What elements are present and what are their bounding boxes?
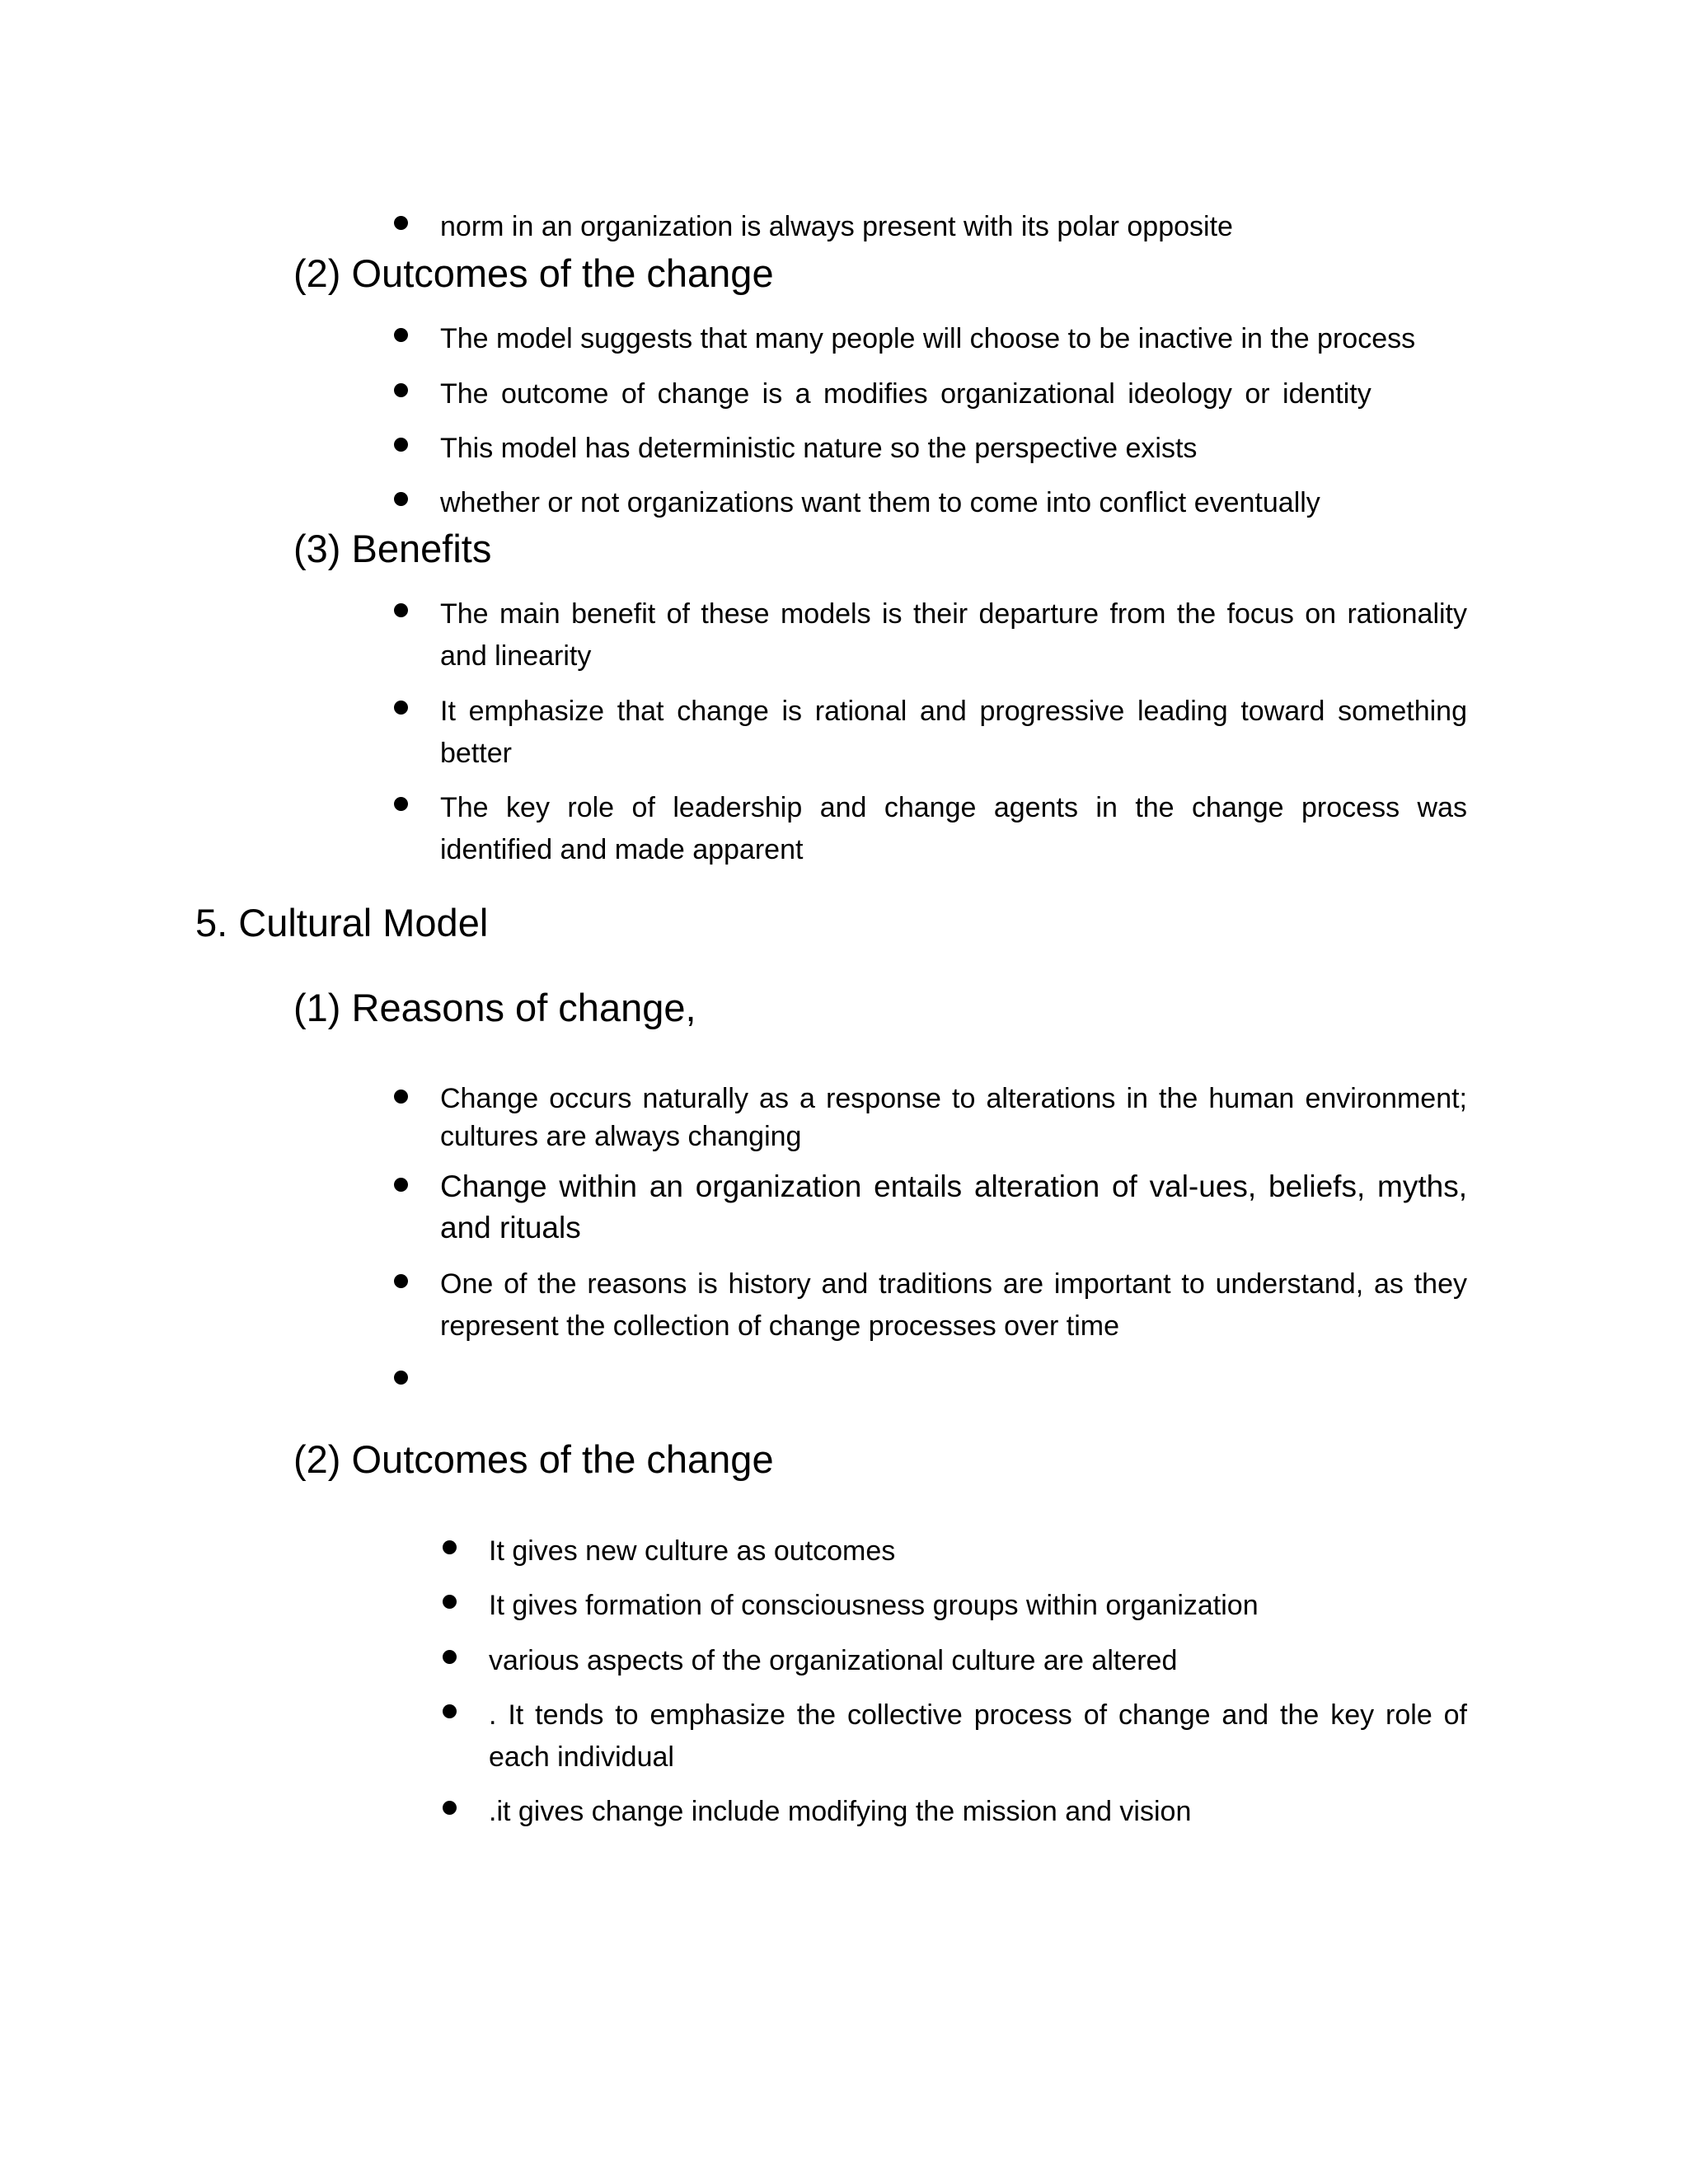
- list-item: It emphasize that change is rational and progressive leading toward something better: [440, 696, 1467, 769]
- bullet-icon: [394, 603, 408, 617]
- section-heading: (3) Benefits: [293, 527, 492, 570]
- section-heading: (1) Reasons of change,: [293, 986, 696, 1029]
- bullet-icon: [443, 1650, 457, 1664]
- bullet-icon: [394, 492, 408, 506]
- list-item: various aspects of the organizational culture are altered: [489, 1645, 1178, 1676]
- list-item: .it gives change include modifying the mission and vision: [489, 1796, 1192, 1827]
- list-item: This model has deterministic nature so the perspective exists: [440, 433, 1198, 464]
- bullet-icon: [443, 1801, 457, 1815]
- bullet-icon: [394, 328, 408, 342]
- bullet-icon: [394, 438, 408, 452]
- page-title: 5. Cultural Model: [195, 901, 489, 944]
- section-heading: (2) Outcomes of the change: [293, 1437, 774, 1481]
- list-item: The outcome of change is a modifies organizational ideology or identity: [440, 378, 1372, 410]
- bullet-icon: [394, 797, 408, 811]
- bullet-icon: [443, 1704, 457, 1718]
- list-item: norm in an organization is always present with its polar opposite: [440, 211, 1233, 242]
- list-item: The main benefit of these models is their departure from the focus on rationality and linearity: [440, 598, 1467, 672]
- list-item: The model suggests that many people will choose to be inactive in the process: [440, 323, 1416, 354]
- list-item: It gives formation of consciousness groups within organization: [489, 1590, 1259, 1621]
- bullet-icon: [443, 1595, 457, 1609]
- list-item: The key role of leadership and change agents in the change process was identified and made apparent: [440, 792, 1467, 865]
- list-item: Change occurs naturally as a response to alterations in the human environment; cultures are always changing: [440, 1083, 1467, 1152]
- bullet-icon: [394, 1274, 408, 1288]
- list-item: whether or not organizations want them to come into conflict eventually: [440, 487, 1320, 518]
- list-item: . It tends to emphasize the collective process of change and the key role of each individual: [489, 1699, 1467, 1773]
- bullet-icon: [394, 701, 408, 715]
- bullet-icon: [394, 1371, 408, 1385]
- bullet-icon: [394, 1090, 408, 1104]
- bullet-icon: [443, 1540, 457, 1554]
- list-item: It gives new culture as outcomes: [489, 1535, 896, 1567]
- bullet-icon: [394, 383, 408, 397]
- list-item: Change within an organization entails alteration of val-ues, beliefs, myths, and rituals: [440, 1169, 1467, 1244]
- bullet-icon: [394, 216, 408, 230]
- section-heading: (2) Outcomes of the change: [293, 251, 774, 295]
- list-item: One of the reasons is history and traditions are important to understand, as they represent the collection of change processes over time: [440, 1268, 1467, 1342]
- bullet-icon: [394, 1178, 408, 1192]
